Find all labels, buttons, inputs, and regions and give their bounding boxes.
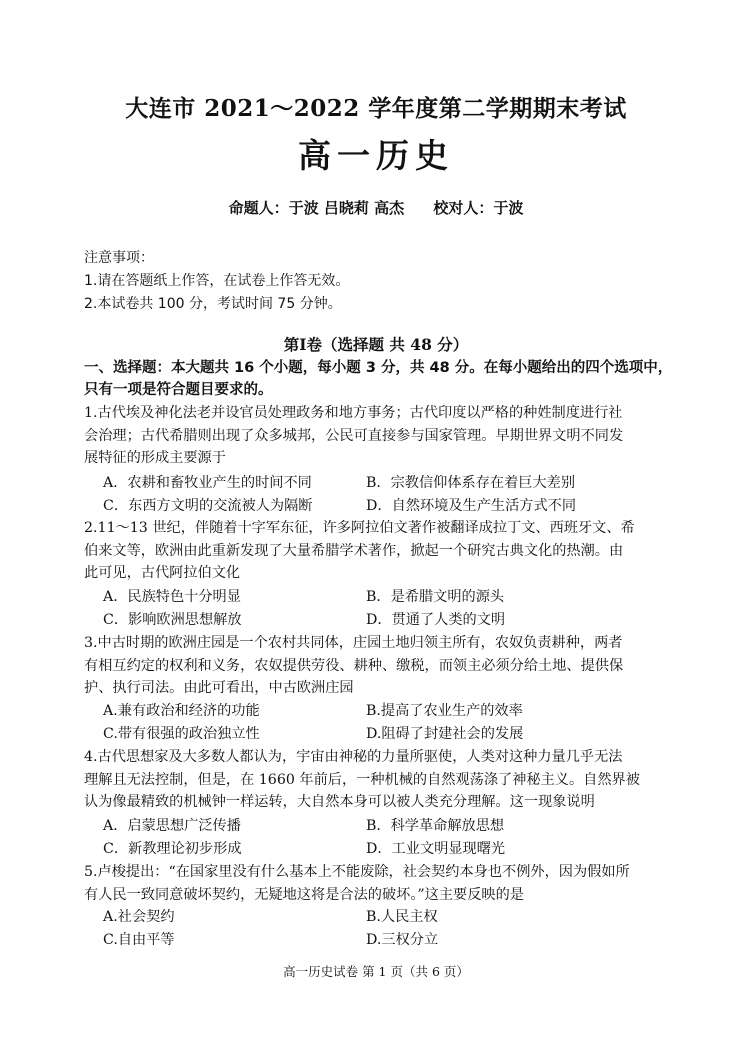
question-5-stem [84,861,674,906]
stem-line: 4.古代思想家及大多数人都认为，宇宙由神秘的力量所驱使，人类对这种力量几乎无法 [84,749,623,765]
stem-line: 伯来文等，欧洲由此重新发现了大量希腊学术著作，掀起一个研究古典文化的热潮。由 [84,542,624,559]
notice-item-1: 1.请在答题纸上作答，在试卷上作答无效。 [84,273,350,289]
question-5-option-a: A.社会契约 [103,909,175,925]
stem-line: 3.中古时期的欧洲庄园是一个农村共同体，庄园土地归领主所有，农奴负责耕种，两者 [84,635,623,651]
notice-heading: 注意事项： [84,250,154,266]
question-4-option-a: A．启蒙思想广泛传播 [103,818,241,834]
stem-line: 此可见，古代阿拉伯文化 [84,565,241,581]
stem-line: 有相互约定的权利和义务，农奴提供劳役、耕种、缴税，而领主必须分给土地、提供保 [84,657,624,674]
question-2-option-b: B．是希腊文明的源头 [366,589,505,605]
question-2-stem [84,517,674,585]
stem-line: 1.古代埃及神化法老并设官员处理政务和地方事务；古代印度以严格的种姓制度进行社 [84,405,623,421]
section-title: 第Ⅰ卷（选择题 共 48 分） [283,335,469,354]
question-3-option-a: A.兼有政治和经济的功能 [103,703,260,719]
page-footer: 高一历史试卷 第 1 页（共 6 页） [283,964,469,979]
question-4-stem [84,746,674,814]
question-5-option-b: B.人民主权 [366,909,438,925]
stem-line: 护、执行司法。由此可看出，中古欧洲庄园 [84,680,354,696]
question-2-option-d: D．贯通了人类的文明 [366,612,506,628]
stem-line: 有人民一致同意破坏契约，无疑地这将是合法的破坏。”这主要反映的是 [84,886,524,903]
stem-line: 2.11～13 世纪，伴随着十字军东征，许多阿拉伯文著作被翻译成拉丁文、西班牙文、希 [84,520,635,536]
setters: 命题人：于波 吕晓莉 高杰 [228,199,405,217]
question-5-option-c: C.自由平等 [103,932,175,948]
subject-title: 高一历史 [298,136,454,175]
stem-line: 认为像最精致的机械钟一样运转，大自然本身可以被人类充分理解。这一现象说明 [84,794,595,810]
checker: 校对人：于波 [433,199,524,217]
stem-line: 会治理；古代希腊则出现了众多城邦，公民可直接参与国家管理。早期世界文明不同发 [84,427,624,444]
section-instruction [84,357,674,401]
question-3-stem [84,632,674,700]
question-2-option-c: C．影响欧洲思想解放 [103,612,242,628]
authors-line [0,197,752,218]
instruction-line: 一、选择题：本大题共 16 个小题，每小题 3 分，共 48 分。在每小题给出的四个选项中， [84,360,673,376]
question-1-option-b: B．宗教信仰体系存在着巨大差别 [366,475,576,491]
question-1-option-c: C．东西方文明的交流被人为隔断 [103,498,313,514]
exam-title: 大连市 2021～2022 学年度第二学期期末考试 [125,95,627,122]
question-2-option-a: A．民族特色十分明显 [103,589,241,605]
question-1-stem [84,402,674,470]
question-4-option-b: B．科学革命解放思想 [366,818,505,834]
stem-line: 理解且无法控制，但是，在 1660 年前后，一种机械的自然观荡涤了神秘主义。自然界被 [84,771,640,788]
question-1-option-a: A．农耕和畜牧业产生的时间不同 [103,475,312,491]
question-4-option-d: D．工业文明显现曙光 [366,841,506,857]
question-1-option-d: D．自然环境及生产生活方式不同 [366,498,577,514]
question-3-option-d: D.阻碍了封建社会的发展 [366,726,524,742]
question-3-option-c: C.带有很强的政治独立性 [103,726,260,742]
stem-line: 展特征的形成主要源于 [84,450,226,466]
question-4-option-c: C．新教理论初步形成 [103,841,242,857]
instruction-line: 只有一项是符合题目要求的。 [84,382,273,398]
notice-item-2: 2.本试卷共 100 分，考试时间 75 分钟。 [84,296,342,312]
question-5-option-d: D.三权分立 [366,932,439,948]
stem-line: 5.卢梭提出：“在国家里没有什么基本上不能废除，社会契约本身也不例外，因为假如所 [84,864,630,880]
question-3-option-b: B.提高了农业生产的效率 [366,703,523,719]
